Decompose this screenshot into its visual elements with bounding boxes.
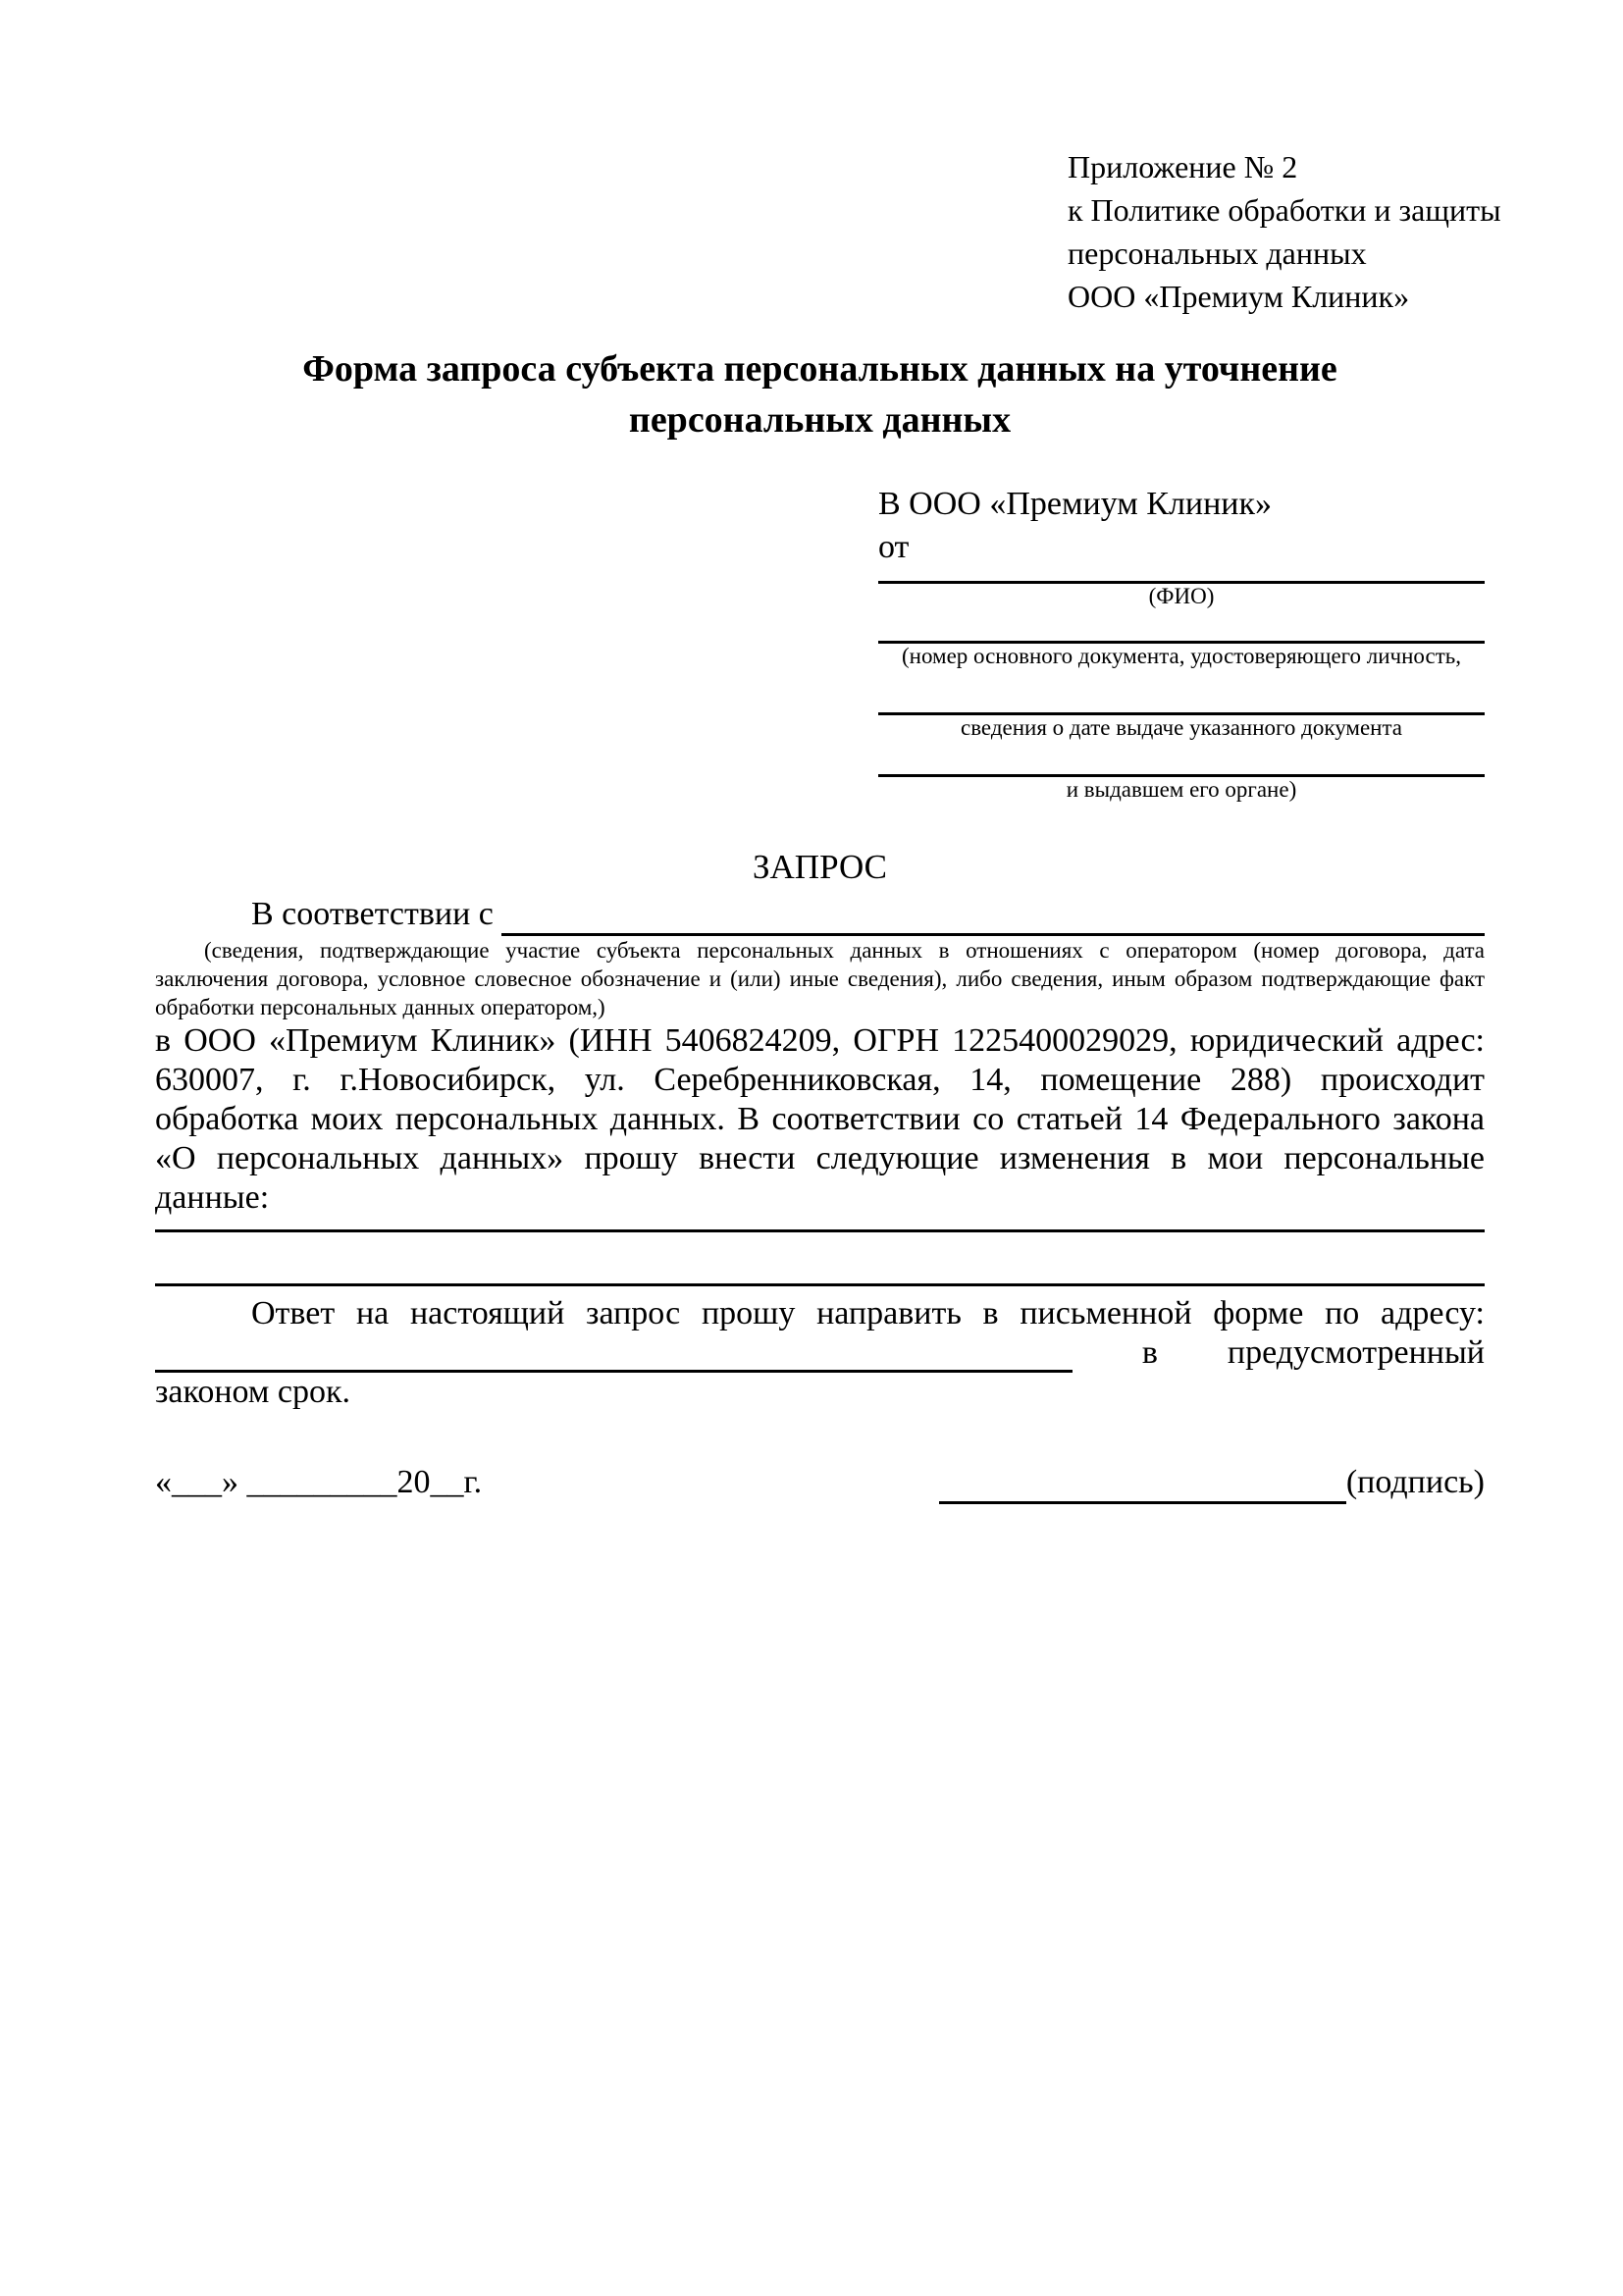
reply-word: предусмотренный	[1227, 1334, 1485, 1371]
body-line: 630007, г. г.Новосибирск, ул. Серебренниковская, 14, помещение 288) происходит	[155, 1062, 1485, 1098]
intro-footnote	[155, 936, 1485, 1021]
intro-prefix: В соответствии с	[251, 896, 494, 932]
annex-line: к Политике обработки и защиты	[1068, 192, 1501, 228]
footnote-line: заключения договора, условное словесное обозначение и (или) иные сведения), либо сведения, иным образом подтверждающие факт	[155, 966, 1485, 991]
request-heading: ЗАПРОС	[752, 848, 888, 886]
reply-word: в	[1141, 1334, 1158, 1371]
addressee-block	[878, 483, 1485, 803]
changes-blank-line-2	[155, 1232, 1485, 1286]
body-line: обработка моих персональных данных. В соответствии со статьей 14 Федерального закона	[155, 1101, 1485, 1137]
annex-line: Приложение № 2	[1068, 149, 1298, 184]
date-blank: «___» _________20__г.	[155, 1464, 483, 1500]
changes-blank-line-1	[155, 1218, 1485, 1232]
document-title-line: Форма запроса субъекта персональных данных на уточнение	[302, 348, 1337, 390]
issue-date-blank-line	[878, 669, 1485, 715]
footnote-line: (сведения, подтверждающие участие субъекта персональных данных в отношениях с оператором (номер договора, дата	[204, 938, 1485, 963]
addressee-to: В ООО «Премиум Клиник»	[878, 486, 1273, 522]
reply-sentence-end: законом срок.	[155, 1374, 350, 1410]
request-body	[155, 1021, 1485, 1218]
annex-line: персональных данных	[1068, 235, 1367, 271]
fio-caption: (ФИО)	[1148, 584, 1215, 608]
reply-sentence: Ответ на настоящий запрос прошу направить в письменной форме по адресу:	[251, 1295, 1485, 1331]
fio-blank-line	[878, 569, 1485, 584]
signature-caption: (подпись)	[1345, 1464, 1485, 1500]
signature-group	[939, 1461, 1485, 1504]
id-document-blank-line	[878, 609, 1485, 644]
signature-blank-line	[939, 1464, 1346, 1504]
issuer-caption: и выдавшем его органе)	[1066, 777, 1297, 802]
body-line: в ООО «Премиум Клиник» (ИНН 5406824209, ОГРН 1225400029029, юридический адрес:	[155, 1022, 1485, 1059]
document-title-line: персональных данных	[628, 399, 1012, 441]
addressee-from-label: от	[878, 529, 910, 565]
address-blank-line	[155, 1336, 1073, 1373]
id-document-caption: (номер основного документа, удостоверяющего личность,	[901, 644, 1461, 668]
issue-date-caption: сведения о дате выдаче указанного документа	[960, 715, 1403, 740]
issuer-blank-line	[878, 741, 1485, 777]
footer-row	[155, 1461, 1485, 1504]
document-title	[155, 343, 1485, 445]
reply-tail-row	[155, 1333, 1485, 1373]
annex-note	[1068, 145, 1501, 318]
intro-row	[155, 893, 1485, 936]
annex-line: ООО «Премиум Клиник»	[1068, 279, 1410, 314]
body-line: «О персональных данных» прошу внести следующие изменения в мои персональные	[155, 1140, 1485, 1176]
body-line: данные:	[155, 1179, 270, 1216]
basis-blank-line	[501, 896, 1485, 936]
footnote-line: обработки персональных данных оператором,)	[155, 995, 605, 1019]
